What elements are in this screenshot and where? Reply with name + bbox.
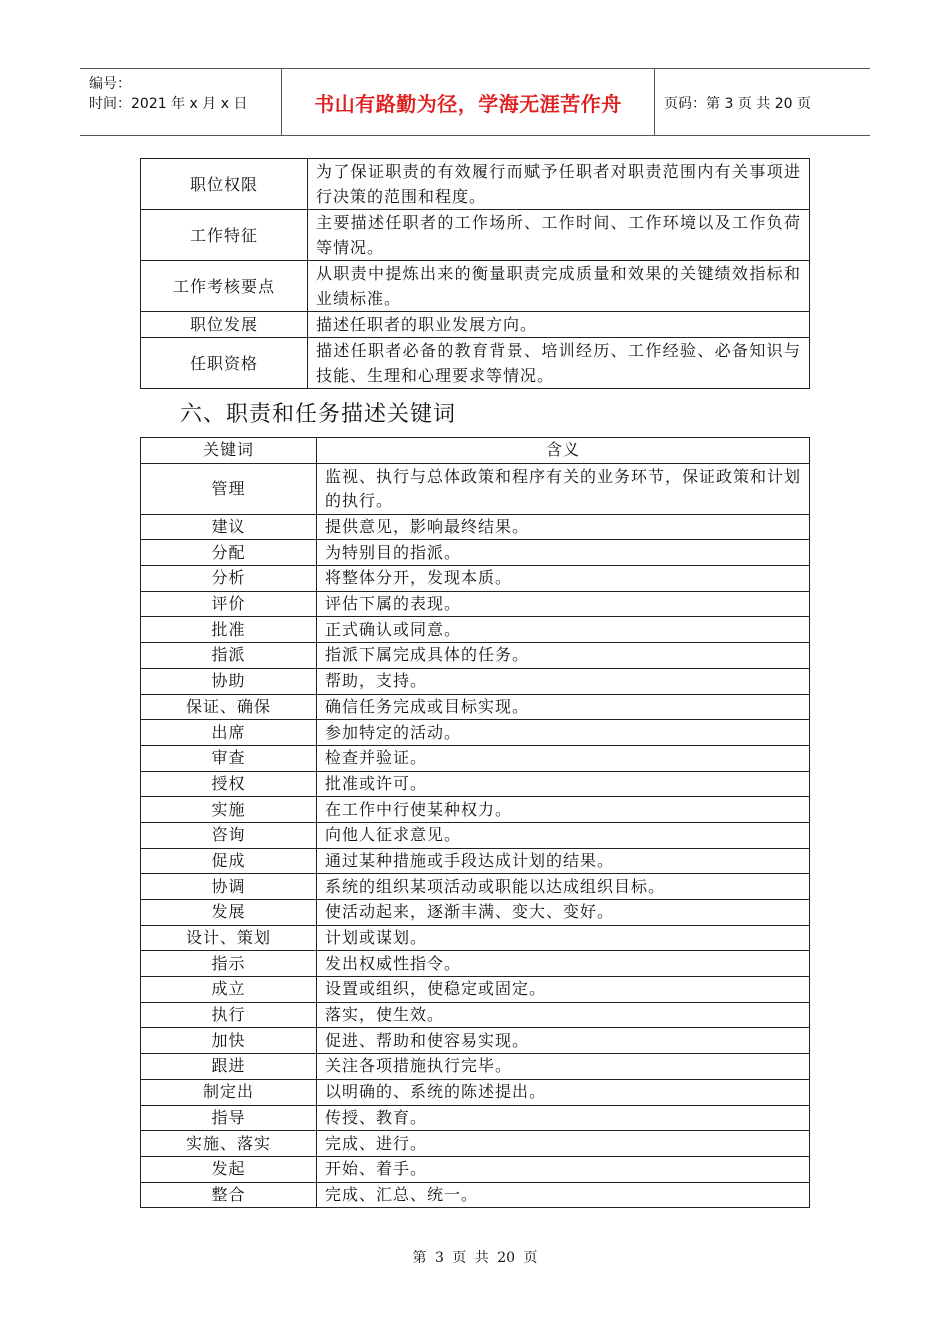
row-description: 指派下属完成具体的任务。 <box>317 643 810 669</box>
row-description: 主要描述任职者的工作场所、工作时间、工作环境以及工作负荷等情况。 <box>308 210 810 261</box>
header-divider <box>654 69 655 135</box>
row-keyword: 分配 <box>141 540 317 566</box>
row-description: 批准或许可。 <box>317 771 810 797</box>
row-description: 关注各项措施执行完毕。 <box>317 1054 810 1080</box>
table-row <box>141 210 810 261</box>
row-description: 检查并验证。 <box>317 745 810 771</box>
header-meta <box>89 74 247 114</box>
row-description: 落实，使生效。 <box>317 1002 810 1028</box>
table-row <box>141 643 810 669</box>
row-description: 计划或谋划。 <box>317 925 810 951</box>
column-header-keyword: 关键词 <box>141 438 317 464</box>
row-keyword: 加快 <box>141 1028 317 1054</box>
table-row <box>141 540 810 566</box>
row-description: 从职责中提炼出来的衡量职责完成质量和效果的关键绩效指标和业绩标准。 <box>308 261 810 312</box>
row-description: 完成、汇总、统一。 <box>317 1182 810 1208</box>
table-row <box>141 566 810 592</box>
table-row <box>141 338 810 389</box>
row-description: 将整体分开，发现本质。 <box>317 566 810 592</box>
row-description: 传授、教育。 <box>317 1105 810 1131</box>
row-description: 帮助，支持。 <box>317 668 810 694</box>
row-keyword: 任职资格 <box>141 338 308 389</box>
row-keyword: 工作特征 <box>141 210 308 261</box>
table-row <box>141 822 810 848</box>
row-keyword: 审查 <box>141 745 317 771</box>
row-keyword: 职位权限 <box>141 159 308 210</box>
row-keyword: 成立 <box>141 977 317 1003</box>
row-description: 提供意见，影响最终结果。 <box>317 514 810 540</box>
table-row <box>141 848 810 874</box>
row-keyword: 发起 <box>141 1156 317 1182</box>
row-keyword: 指示 <box>141 951 317 977</box>
row-keyword: 指导 <box>141 1105 317 1131</box>
row-description: 设置或组织，使稳定或固定。 <box>317 977 810 1003</box>
table-row <box>141 261 810 312</box>
doc-time-label: 时间：2021 年 x 月 x 日 <box>89 96 248 112</box>
row-keyword: 实施 <box>141 797 317 823</box>
row-keyword: 整合 <box>141 1182 317 1208</box>
table-row <box>141 312 810 338</box>
row-keyword: 保证、确保 <box>141 694 317 720</box>
row-description: 系统的组织某项活动或职能以达成组织目标。 <box>317 874 810 900</box>
row-description: 在工作中行使某种权力。 <box>317 797 810 823</box>
table-row <box>141 1131 810 1157</box>
row-keyword: 指派 <box>141 643 317 669</box>
row-description: 描述任职者的职业发展方向。 <box>308 312 810 338</box>
row-keyword: 制定出 <box>141 1079 317 1105</box>
table-row <box>141 1002 810 1028</box>
row-keyword: 职位发展 <box>141 312 308 338</box>
row-description: 开始、着手。 <box>317 1156 810 1182</box>
page-footer: 第 3 页 共 20 页 <box>412 1250 538 1266</box>
table-row <box>141 514 810 540</box>
row-keyword: 出席 <box>141 720 317 746</box>
row-keyword: 授权 <box>141 771 317 797</box>
row-keyword: 促成 <box>141 848 317 874</box>
table-row <box>141 591 810 617</box>
table-row <box>141 617 810 643</box>
table-row <box>141 694 810 720</box>
row-description: 使活动起来，逐渐丰满、变大、变好。 <box>317 900 810 926</box>
keyword-table <box>140 437 810 1208</box>
row-keyword: 跟进 <box>141 1054 317 1080</box>
row-description: 以明确的、系统的陈述提出。 <box>317 1079 810 1105</box>
row-keyword: 发展 <box>141 900 317 926</box>
header-motto: 书山有路勤为径，学海无涯苦作舟 <box>314 92 622 116</box>
doc-code-label: 编号： <box>89 76 131 92</box>
row-description: 正式确认或同意。 <box>317 617 810 643</box>
row-description: 为特别目的指派。 <box>317 540 810 566</box>
table-header-row <box>141 438 810 464</box>
row-keyword: 管理 <box>141 463 317 514</box>
table-row <box>141 1028 810 1054</box>
table-row <box>141 900 810 926</box>
row-description: 评估下属的表现。 <box>317 591 810 617</box>
table-row <box>141 159 810 210</box>
row-description: 发出权威性指令。 <box>317 951 810 977</box>
row-keyword: 工作考核要点 <box>141 261 308 312</box>
table-row <box>141 1105 810 1131</box>
table-row <box>141 874 810 900</box>
row-keyword: 协调 <box>141 874 317 900</box>
row-keyword: 评价 <box>141 591 317 617</box>
table-row <box>141 771 810 797</box>
row-description: 描述任职者必备的教育背景、培训经历、工作经验、必备知识与技能、生理和心理要求等情况。 <box>308 338 810 389</box>
row-keyword: 执行 <box>141 1002 317 1028</box>
header-page-info: 页码：第 3 页 共 20 页 <box>664 96 811 112</box>
row-description: 通过某种措施或手段达成计划的结果。 <box>317 848 810 874</box>
row-description: 完成、进行。 <box>317 1131 810 1157</box>
row-keyword: 实施、落实 <box>141 1131 317 1157</box>
column-header-meaning: 含义 <box>317 438 810 464</box>
row-keyword: 设计、策划 <box>141 925 317 951</box>
row-description: 为了保证职责的有效履行而赋予任职者对职责范围内有关事项进行决策的范围和程度。 <box>308 159 810 210</box>
table-row <box>141 1079 810 1105</box>
table-row <box>141 1054 810 1080</box>
row-description: 确信任务完成或目标实现。 <box>317 694 810 720</box>
section-title: 六、职责和任务描述关键词 <box>180 402 457 427</box>
table-row <box>141 925 810 951</box>
row-description: 促进、帮助和使容易实现。 <box>317 1028 810 1054</box>
row-keyword: 批准 <box>141 617 317 643</box>
row-keyword: 协助 <box>141 668 317 694</box>
row-description: 监视、执行与总体政策和程序有关的业务环节，保证政策和计划的执行。 <box>317 463 810 514</box>
row-keyword: 分析 <box>141 566 317 592</box>
table-row <box>141 977 810 1003</box>
table-row <box>141 463 810 514</box>
table-row <box>141 668 810 694</box>
table-row <box>141 1156 810 1182</box>
job-description-table <box>140 158 810 389</box>
table-row <box>141 1182 810 1208</box>
table-row <box>141 720 810 746</box>
table-row <box>141 797 810 823</box>
row-description: 参加特定的活动。 <box>317 720 810 746</box>
page-header <box>80 68 870 136</box>
table-row <box>141 951 810 977</box>
row-keyword: 咨询 <box>141 822 317 848</box>
row-description: 向他人征求意见。 <box>317 822 810 848</box>
table-row <box>141 745 810 771</box>
row-keyword: 建议 <box>141 514 317 540</box>
